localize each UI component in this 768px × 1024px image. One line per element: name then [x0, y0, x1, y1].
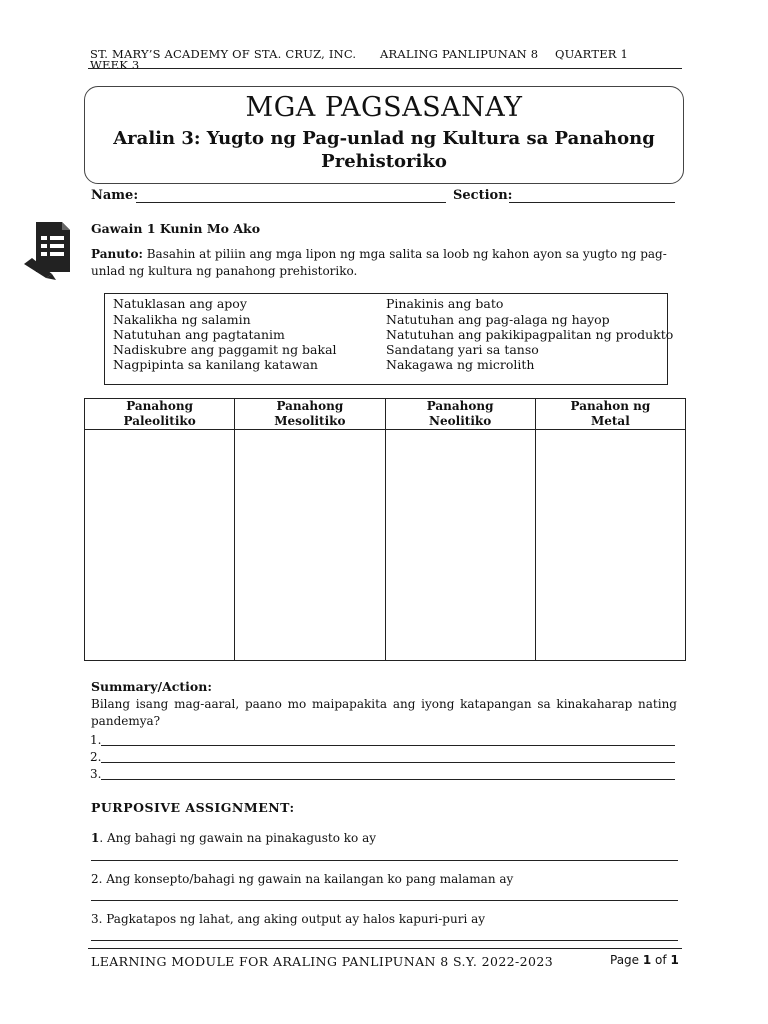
answer-cell-neolithic[interactable]: [385, 430, 535, 661]
assignment-item-1: 1. Ang bahagi ng gawain na pinakagusto ko ay: [91, 831, 376, 845]
word-item: Nagpipinta sa kanilang katawan: [113, 357, 318, 372]
directions-label: Panuto:: [91, 247, 143, 261]
answer-cell-paleolithic[interactable]: [85, 430, 235, 661]
directions-text-2: unlad ng kultura ng panahong prehistoriko.: [91, 264, 358, 278]
word-item: Natutuhan ang pagtatanim: [113, 327, 285, 342]
footer-divider: [88, 948, 682, 949]
header-school: ST. MARY’S ACADEMY OF STA. CRUZ, INC.: [90, 47, 357, 61]
summary-question-line1: Bilang isang mag-aaral, paano mo maipapakita ang iyong katapangan sa kinakaharap nating: [91, 697, 677, 711]
word-item: Nadiskubre ang paggamit ng bakal: [113, 342, 337, 357]
document-pencil-icon: [22, 220, 74, 280]
page-title: MGA PAGSASANAY: [245, 92, 523, 123]
header-quarter: QUARTER 1: [555, 47, 629, 61]
word-item: Natutuhan ang pakikipagpalitan ng produkto: [386, 327, 674, 342]
answer-line-1[interactable]: [101, 745, 675, 746]
answer-number-1: 1.: [90, 733, 102, 747]
answer-cell-metal-age[interactable]: [535, 430, 685, 661]
summary-label: Summary/Action:: [91, 679, 212, 694]
table-header-paleolithic: Panahong Paleolitiko: [85, 399, 235, 430]
directions: [91, 246, 671, 280]
answer-line-2[interactable]: [101, 762, 675, 763]
classification-table: [84, 398, 686, 661]
word-item: Sandatang yari sa tanso: [386, 342, 539, 357]
page-indicator: Page 1 of 1: [610, 953, 679, 967]
word-item: Pinakinis ang bato: [386, 296, 504, 311]
section-field[interactable]: [509, 202, 675, 203]
table-header-mesolithic: Panahong Mesolitiko: [235, 399, 385, 430]
footer-module: LEARNING MODULE FOR ARALING PANLIPUNAN 8 S.Y. 2022-2023: [91, 954, 554, 969]
header-divider: [88, 68, 682, 69]
word-item: Nakalikha ng salamin: [113, 312, 251, 327]
table-header-row: [85, 399, 686, 430]
activity-title: Gawain 1 Kunin Mo Ako: [91, 221, 261, 236]
lesson-title-line2: Prehistoriko: [321, 151, 447, 172]
section-label: Section:: [453, 188, 513, 203]
directions-text-1: Basahin at piliin ang mga lipon ng mga salita sa loob ng kahon ayon sa yugto ng pag-: [142, 247, 667, 261]
word-item: Natuklasan ang apoy: [113, 296, 247, 311]
answer-number-3: 3.: [90, 767, 102, 781]
word-item: Natutuhan ang pag-alaga ng hayop: [386, 312, 610, 327]
name-field[interactable]: [136, 202, 446, 203]
lesson-title: [84, 127, 684, 173]
assignment-answer-line-1[interactable]: [91, 860, 678, 861]
lesson-title-line1: Aralin 3: Yugto ng Pag-unlad ng Kultura sa Panahong: [113, 128, 655, 149]
summary-question-line2: pandemya?: [91, 714, 161, 728]
table-header-neolithic: Panahong Neolitiko: [385, 399, 535, 430]
header-subject: ARALING PANLIPUNAN 8: [380, 47, 539, 61]
answer-cell-mesolithic[interactable]: [235, 430, 385, 661]
header-week: WEEK 3: [90, 58, 140, 69]
assignment-answer-line-2[interactable]: [91, 900, 678, 901]
summary-question: [91, 696, 677, 730]
assignment-item-2: 2. Ang konsepto/bahagi ng gawain na kailangan ko pang malaman ay: [91, 872, 514, 886]
answer-line-3[interactable]: [101, 779, 675, 780]
table-header-metal-age: Panahon ng Metal: [535, 399, 685, 430]
table-row: [85, 430, 686, 661]
answer-number-2: 2.: [90, 750, 102, 764]
word-item: Nakagawa ng microlith: [386, 357, 535, 372]
assignment-label: PURPOSIVE ASSIGNMENT:: [91, 800, 295, 815]
assignment-answer-line-3[interactable]: [91, 940, 678, 941]
assignment-item-3: 3. Pagkatapos ng lahat, ang aking output ay halos kapuri-puri ay: [91, 912, 486, 926]
name-label: Name:: [91, 188, 139, 203]
